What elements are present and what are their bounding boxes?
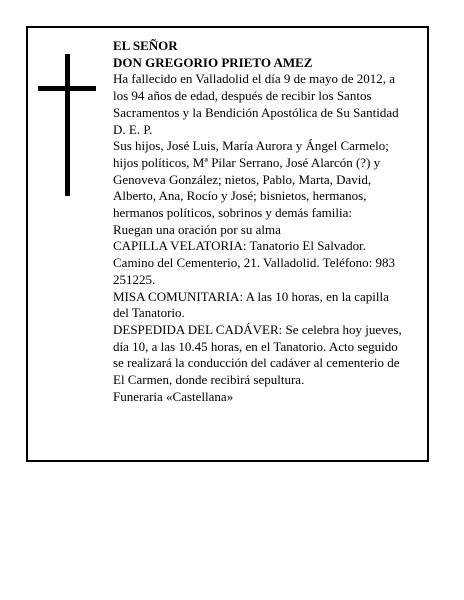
obituary-line: Funeraria «Castellana» — [113, 388, 234, 404]
cross-icon — [38, 54, 96, 196]
obituary-line: Ha fallecido en Valladolid el día 9 de mayo de 2012, a — [113, 71, 396, 87]
obituary-line: 251225. — [113, 271, 156, 287]
obituary-line: MISA COMUNITARIA: A las 10 horas, en la capilla — [113, 288, 389, 304]
cross-horizontal-bar — [38, 86, 96, 91]
obituary-line: Sus hijos, José Luis, María Aurora y Ángel Carmelo; — [113, 138, 389, 154]
obituary-line: día 10, a las 10.45 horas, en el Tanatorio. Acto seguido — [113, 338, 398, 354]
obituary-line: hijos políticos, Mª Pilar Serrano, José Alarcón (?) y — [113, 154, 381, 170]
cross-vertical-bar — [65, 54, 70, 196]
obituary-text — [113, 38, 421, 405]
obituary-line: DESPEDIDA DEL CADÁVER: Se celebra hoy jueves, — [113, 321, 402, 337]
obituary-line: CAPILLA VELATORIA: Tanatorio El Salvador. — [113, 238, 366, 254]
obituary-line: hermanos políticos, sobrinos y demás familia: — [113, 205, 353, 221]
obituary-line: Sacramentos y la Bendición Apostólica de Su Santidad — [113, 104, 399, 120]
deceased-name: DON GREGORIO PRIETO AMEZ — [113, 54, 313, 70]
obituary-line: D. E. P. — [113, 121, 153, 137]
obituary-line: El Carmen, donde recibirá sepultura. — [113, 372, 305, 388]
obituary-line: los 94 años de edad, después de recibir los Santos — [113, 88, 372, 104]
obituary-line: Alberto, Ana, Rocío y José; bisnietos, hermanos, — [113, 188, 367, 204]
obituary-line: se realizará la conducción del cadáver al cementerio de — [113, 355, 400, 371]
obituary-line: Ruegan una oración por su alma — [113, 221, 281, 237]
obituary-line: Camino del Cementerio, 21. Valladolid. Teléfono: 983 — [113, 255, 396, 271]
obituary-line: Genoveva González; nietos, Pablo, Marta, David, — [113, 171, 372, 187]
obituary-line: del Tanatorio. — [113, 305, 185, 321]
obituary-heading: EL SEÑOR — [113, 38, 178, 53]
